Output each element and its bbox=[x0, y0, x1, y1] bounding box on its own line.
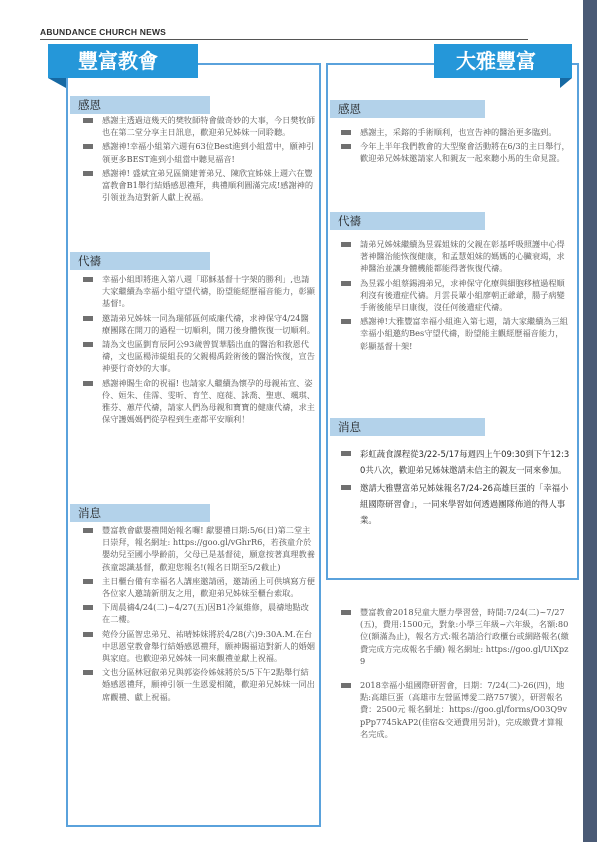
list-item: 感謝神! 盛斌宜弟兄區簡建菁弟兄、陳欣宜姊妹上週六在豐富教會B1舉行結婚感恩禮拜，典禮順利圓滿完成!感謝神的引領並為這對新人獻上祝福。 bbox=[80, 167, 316, 204]
bullet-icon bbox=[83, 316, 93, 321]
page-edge-bar bbox=[583, 0, 597, 842]
list-item: 為昱霖小組蔡錫鴻弟兄，求神保守化療與細胞移植過程順利沒有後遺症代禱。月雲長輩小組廖朝正爺爺，腸子病變手術後能早日康復，沒任何後遺症代禱。 bbox=[338, 277, 570, 314]
bullet-icon bbox=[83, 144, 93, 149]
list-item: 感謝神賜生命的祝福! 也請家人繼續為懷孕的母親祐宣、姿伶、姮朱、佳霈、雯昕、育笁、庭蓰、詠喬、聖恵、颯琪、雅芬、蕙芹代禱，請家人們為母親和寶寶的健康代禱，求主保守護媽媽們從孕程到生產都平安順利！ bbox=[80, 377, 316, 426]
bullet-icon bbox=[83, 342, 93, 347]
bullet-icon bbox=[83, 605, 93, 610]
list-item: 幸福小組即將進入第八週「耶穌基督十字架的勝利」,也請大家繼續為幸福小組守望代禱，盼望能經歷福音能力，彰顯基督!。 bbox=[80, 273, 316, 310]
bullet-icon bbox=[341, 485, 351, 490]
list-item: 主日櫃台備有幸福名人講座邀請函，邀請函上可供填寫方便各位家人邀請新朋友之用，歡迎弟兄姊妹至櫃台索取。 bbox=[80, 575, 316, 599]
right-thanks-list bbox=[338, 126, 570, 167]
bullet-icon bbox=[341, 144, 351, 149]
list-item: 感謝主透過這幾天的樊牧師特會做奇妙的大事，今日樊牧師也在第二堂分享主日訊息，歡迎弟兄姊妹一同聆聽。 bbox=[80, 114, 316, 138]
list-item: 豐富教會2018兒童大歷力學習營，時間:7/24(二)~7/27(五)，費用:1500元，對象:小學三年級~六年級，名額:80位(額滿為止)，報名方式:報名請洽行政櫃台或網路報名(繳費完成方完成報名手續) 報名網址: https://goo.gl/UiXpz9 bbox=[338, 606, 570, 667]
bullet-icon bbox=[83, 118, 93, 123]
bullet-icon bbox=[83, 381, 93, 386]
right-prayer-list bbox=[338, 238, 570, 354]
masthead-divider bbox=[40, 39, 528, 40]
left-prayer-list bbox=[80, 273, 316, 427]
newsletter-masthead: ABUNDANCE CHURCH NEWS bbox=[40, 27, 167, 37]
list-item: 彩虹蔬食課程從3/22-5/17每週四上午09:30到下午12:30共八次，歡迎弟兄姊妹邀請未信主的親友一同來參加。 bbox=[338, 446, 570, 478]
extra-news-list bbox=[338, 606, 570, 742]
right-thanks-heading: 感恩 bbox=[330, 100, 485, 118]
bullet-icon bbox=[341, 130, 351, 135]
list-item: 請為文也區劉育辰阿公93歲曾賀華腦出血的醫治和救恩代禱，文也區楊沛緹組長的父親楊禹銓術後的醫治恢復，宣告神要行奇妙的大事。 bbox=[80, 338, 316, 375]
list-item: 邀請大雅豐富弟兄姊妹報名7/24-26高雄巨蛋的「幸福小組國際研習會」，一同來學習如何透過團隊佈道的得人事業。 bbox=[338, 480, 570, 528]
left-thanks-heading: 感恩 bbox=[70, 96, 210, 114]
list-item: 感謝神!幸福小組第六週有63位Best進到小組當中，願神引領更多BEST進到小組當中聽見福音! bbox=[80, 140, 316, 164]
right-ribbon-fold bbox=[560, 78, 572, 88]
bullet-icon bbox=[83, 670, 93, 675]
bullet-icon bbox=[83, 171, 93, 176]
list-item: 2018幸福小組國際研習會，日期：7/24(二)-26(四)，地點:高雄巨蛋（高雄市左營區博愛二路757號），研習報名費：2500元 報名網址：https://goo.gl/forms/O03Q9vpPp7745kAP2(佳宿&交通費用另計)，完成繳費才算報名完成。 bbox=[338, 679, 570, 740]
list-item: 邀請弟兄姊妹一同為瑞郁區何威廉代禱，求神保守4/24醫療團隊在開刀的過程一切順利，開刀後身體恢復一切順利。 bbox=[80, 312, 316, 336]
left-news-list bbox=[80, 524, 316, 705]
list-item: 豐富教會獻嬰禮開始報名囉! 獻嬰禮日期:5/6(日)第二堂主日崇拜，報名網址: https://goo.gl/vGhrR6，若孩童介於嬰幼兒至國小學齡前，父母已是基督徒，願意按著真理教養孩童認識基督，歡迎您報名!(報名日期至5/2截止) bbox=[80, 524, 316, 573]
bullet-icon bbox=[341, 319, 351, 324]
left-news-heading: 消息 bbox=[70, 504, 210, 522]
list-item: 菀伶分區智忠弟兄、祐晴姊妹將於4/28(六)9:30A.M.在台中思恩堂教會舉行結婚感恩禮拜，願神賜福這對新人的婚姻與家庭。也歡迎弟兄姊妹一同來觀禮並獻上祝福。 bbox=[80, 628, 316, 665]
list-item: 感謝神!大雅豐富幸福小組進入第七週，請大家繼續為三組幸福小組邀約Bes守望代禱，盼望能主觀經歷福音能力，彰顯基督十架! bbox=[338, 315, 570, 352]
left-thanks-list bbox=[80, 114, 316, 205]
bullet-icon bbox=[83, 579, 93, 584]
right-section-title: 大雅豐富 bbox=[434, 44, 572, 78]
left-section-title: 豐富教會 bbox=[48, 44, 198, 78]
list-item: 今年上半年我們教會的大型聚會活動將在6/3的主日舉行，歡迎弟兄姊妹邀請家人和親友一起來聽小馬的生命見證。 bbox=[338, 140, 570, 164]
bullet-icon bbox=[341, 451, 351, 456]
bullet-icon bbox=[341, 242, 351, 247]
list-item: 感謝主，采鎔的手術順利，也宣告神的醫治更多臨到。 bbox=[338, 126, 570, 138]
left-ribbon-fold bbox=[48, 78, 66, 88]
bullet-icon bbox=[83, 528, 93, 533]
right-news-heading: 消息 bbox=[330, 418, 485, 436]
bullet-icon bbox=[83, 277, 93, 282]
left-prayer-heading: 代禱 bbox=[70, 252, 210, 270]
bullet-icon bbox=[341, 610, 351, 615]
list-item: 下周晨禱4/24(二)~4/27(五)因B1冷氣維修，晨禱地點改在二樓。 bbox=[80, 601, 316, 625]
bullet-icon bbox=[83, 632, 93, 637]
list-item: 文也分區林冠叡弟兄與郭姿伶姊妹將於5/5下午2點舉行結婚感恩禮拜，願神引領一生恩愛相隨，歡迎弟兄姊妹一同出席觀禮、獻上祝福。 bbox=[80, 666, 316, 703]
bullet-icon bbox=[341, 683, 351, 688]
right-news-list bbox=[338, 446, 570, 530]
list-item: 請弟兄姊妹繼續為昱霖姐妹的父親在彰基呼吸照護中心得著神醫治能恢復健康，和孟慧姐妹的媽媽的心臟衰竭，求神醫治並讓身體機能都能得著恢復代禱。 bbox=[338, 238, 570, 275]
right-prayer-heading: 代禱 bbox=[330, 212, 485, 230]
bullet-icon bbox=[341, 281, 351, 286]
